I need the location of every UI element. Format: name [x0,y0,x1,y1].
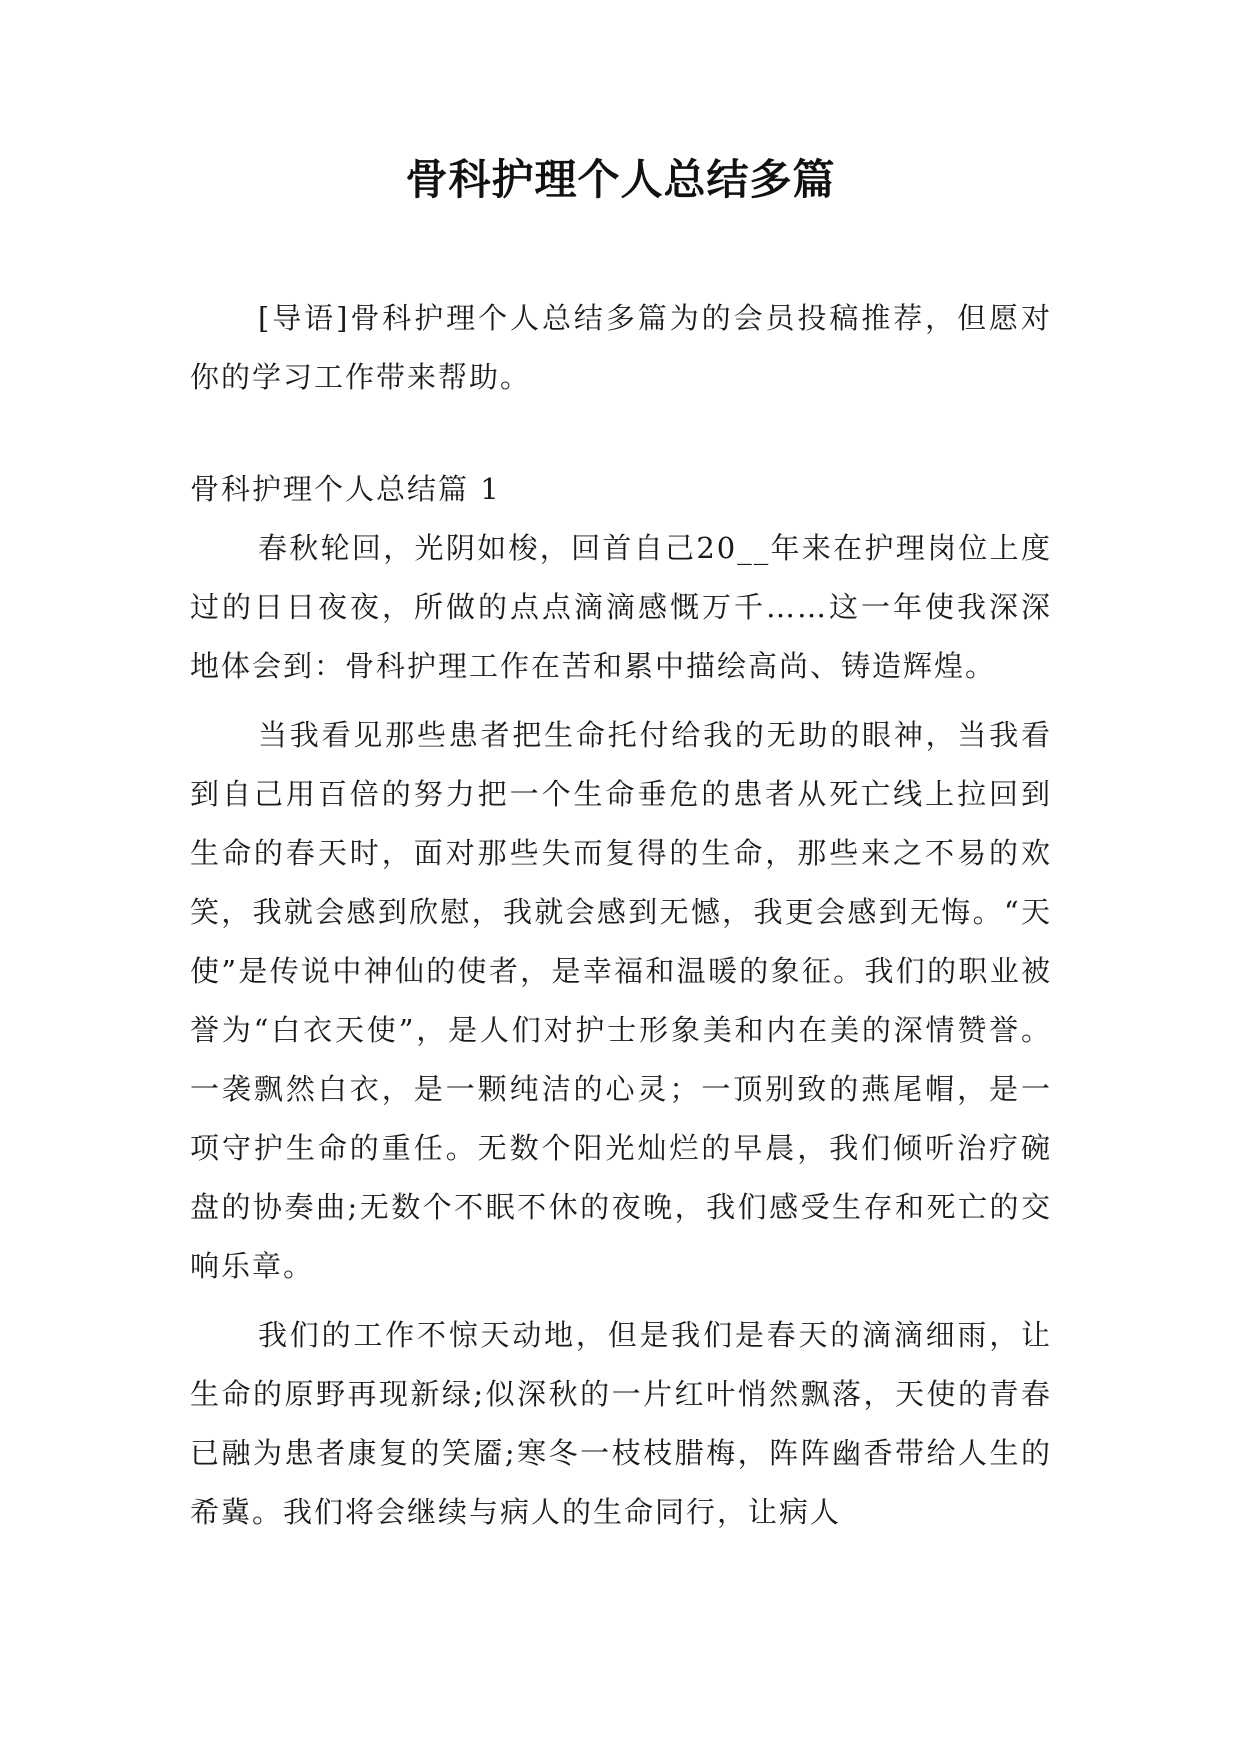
body-paragraph-2: 当我看见那些患者把生命托付给我的无助的眼神，当我看到自己用百倍的努力把一个生命垂危的患者从死亡线上拉回到生命的春天时，面对那些失而复得的生命，那些来之不易的欢笑，我就会感到欣慰，我就会感到无憾，我更会感到无悔。“天使”是传说中神仙的使者，是幸福和温暖的象征。我们的职业被誉为“白衣天使”，是人们对护士形象美和内在美的深情赞誉。一袭飘然白衣，是一颗纯洁的心灵；一顶别致的燕尾帽，是一项守护生命的重任。无数个阳光灿烂的早晨，我们倾听治疗碗盘的协奏曲;无数个不眠不休的夜晚，我们感受生存和死亡的交响乐章。 [190,718,1052,1283]
body-paragraph-1: 春秋轮回，光阴如梭，回首自己20__年来在护理岗位上度过的日日夜夜，所做的点点滴滴感慨万千……这一年使我深深地体会到：骨科护理工作在苦和累中描绘高尚、铸造辉煌。 [190,531,1052,683]
document-title: 骨科护理个人总结多篇 [405,155,836,204]
intro-paragraph: [导语]骨科护理个人总结多篇为的会员投稿推荐，但愿对你的学习工作带来帮助。 [190,301,1052,394]
body-paragraph-3: 我们的工作不惊天动地，但是我们是春天的滴滴细雨，让生命的原野再现新绿;似深秋的一片红叶悄然飘落，天使的青春已融为患者康复的笑靥;寒冬一枝枝腊梅，阵阵幽香带给人生的希冀。我们将会继续与病人的生命同行，让病人 [190,1318,1052,1529]
section-heading: 骨科护理个人总结篇 1 [190,472,501,506]
section-body [190,519,1052,1552]
